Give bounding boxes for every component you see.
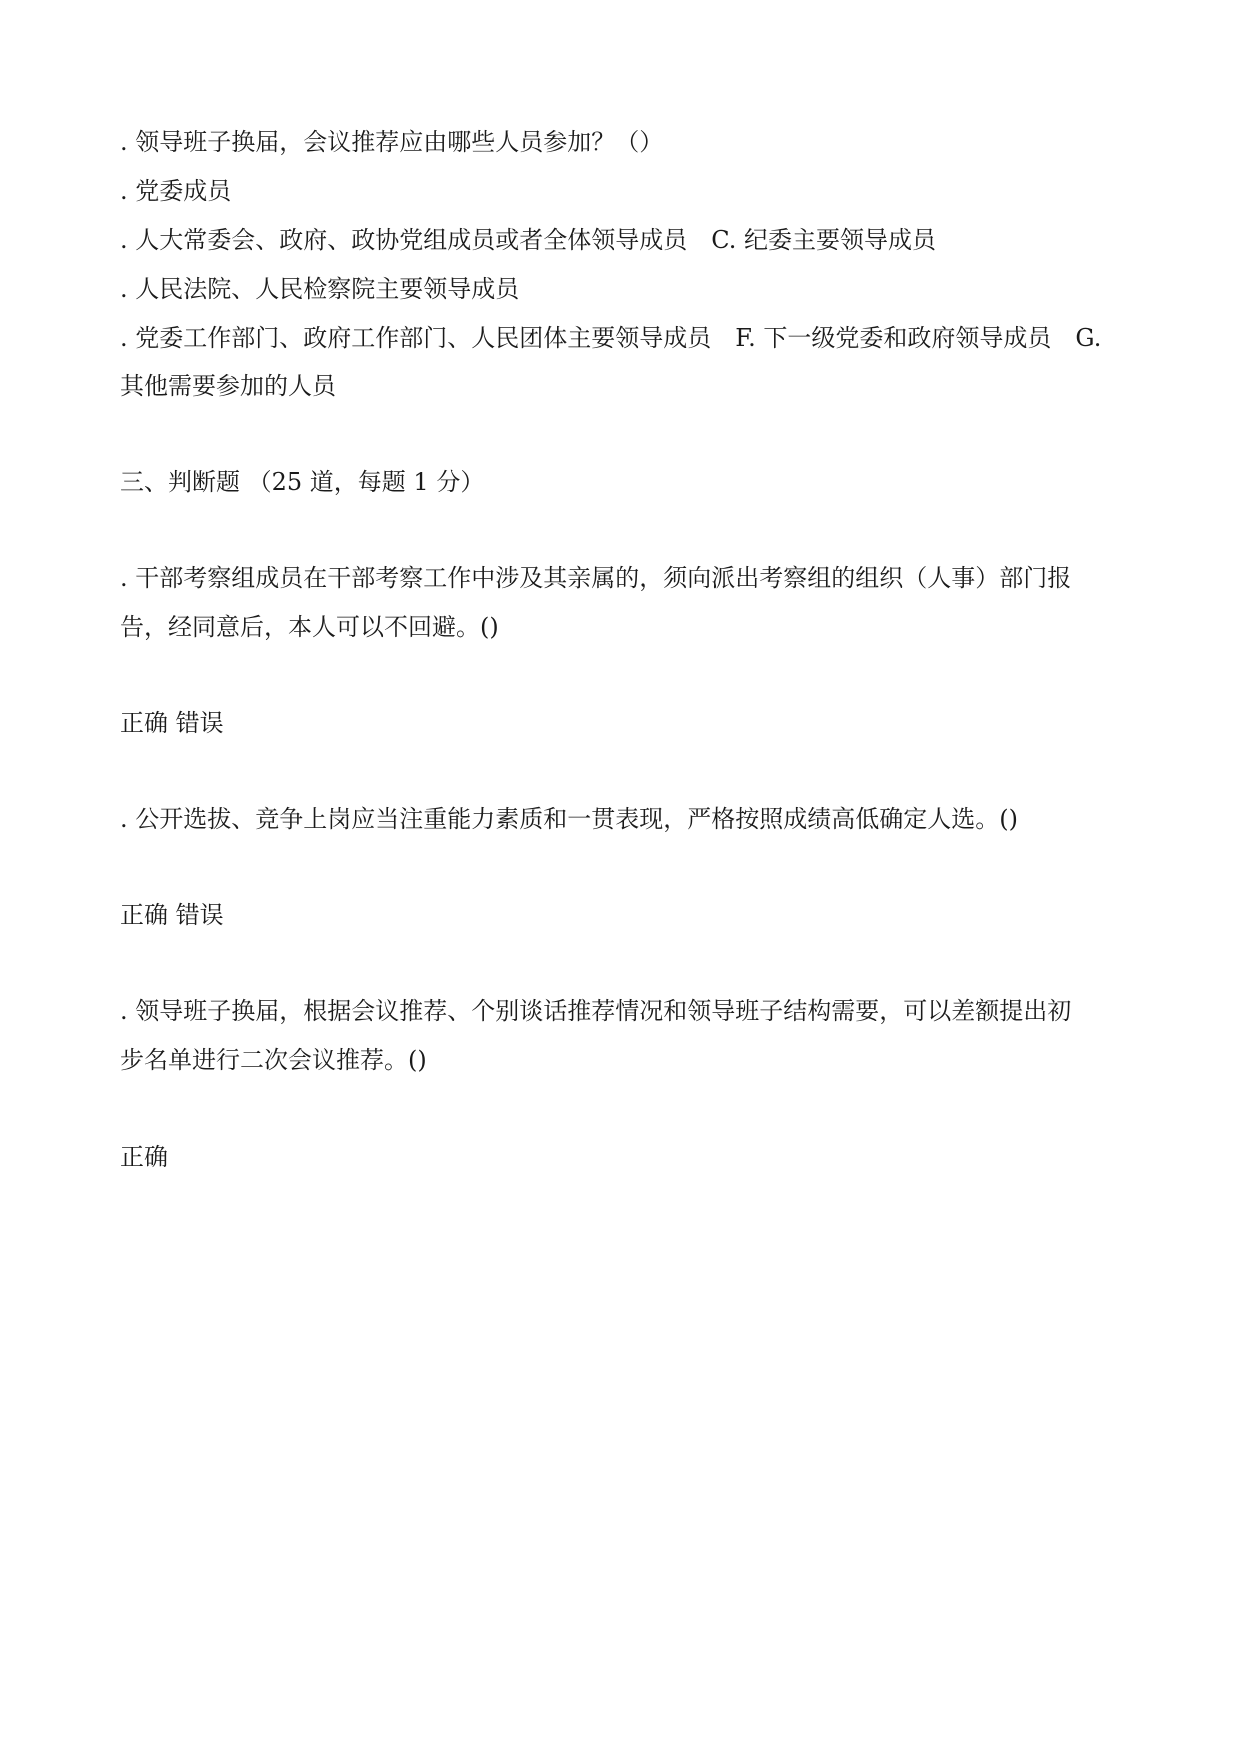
tf-question-3-line2: 步名单进行二次会议推荐。() <box>120 1046 427 1074</box>
tf-question-3-answer: 正确 <box>120 1143 168 1171</box>
tf-question-2-answer: 正确 错误 <box>120 901 224 929</box>
mc-option-a: . 党委成员 <box>120 177 232 205</box>
tf-question-1-line2: 告，经同意后，本人可以不回避。() <box>120 613 499 641</box>
tf-question-2-line1: . 公开选拔、竞争上岗应当注重能力素质和一贯表现，严格按照成绩高低确定人选。() <box>120 805 1018 833</box>
mc-question-stem: . 领导班子换届，会议推荐应由哪些人员参加？（） <box>120 128 664 156</box>
mc-option-e-line1: . 党委工作部门、政府工作部门、人民团体主要领导成员 F. 下一级党委和政府领导成员 G. <box>120 324 1102 352</box>
mc-option-b: . 人大常委会、政府、政协党组成员或者全体领导成员 C. 纪委主要领导成员 <box>120 226 937 254</box>
tf-question-1-line1: . 干部考察组成员在干部考察工作中涉及其亲属的，须向派出考察组的组织（人事）部门报 <box>120 564 1072 592</box>
mc-option-e-line2: 其他需要参加的人员 <box>120 372 336 400</box>
tf-question-1-answer: 正确 错误 <box>120 709 224 737</box>
mc-option-d: . 人民法院、人民检察院主要领导成员 <box>120 275 520 303</box>
section-heading: 三、判断题 （25 道，每题 1 分） <box>120 468 485 496</box>
tf-question-3-line1: . 领导班子换届，根据会议推荐、个别谈话推荐情况和领导班子结构需要，可以差额提出初 <box>120 997 1072 1025</box>
